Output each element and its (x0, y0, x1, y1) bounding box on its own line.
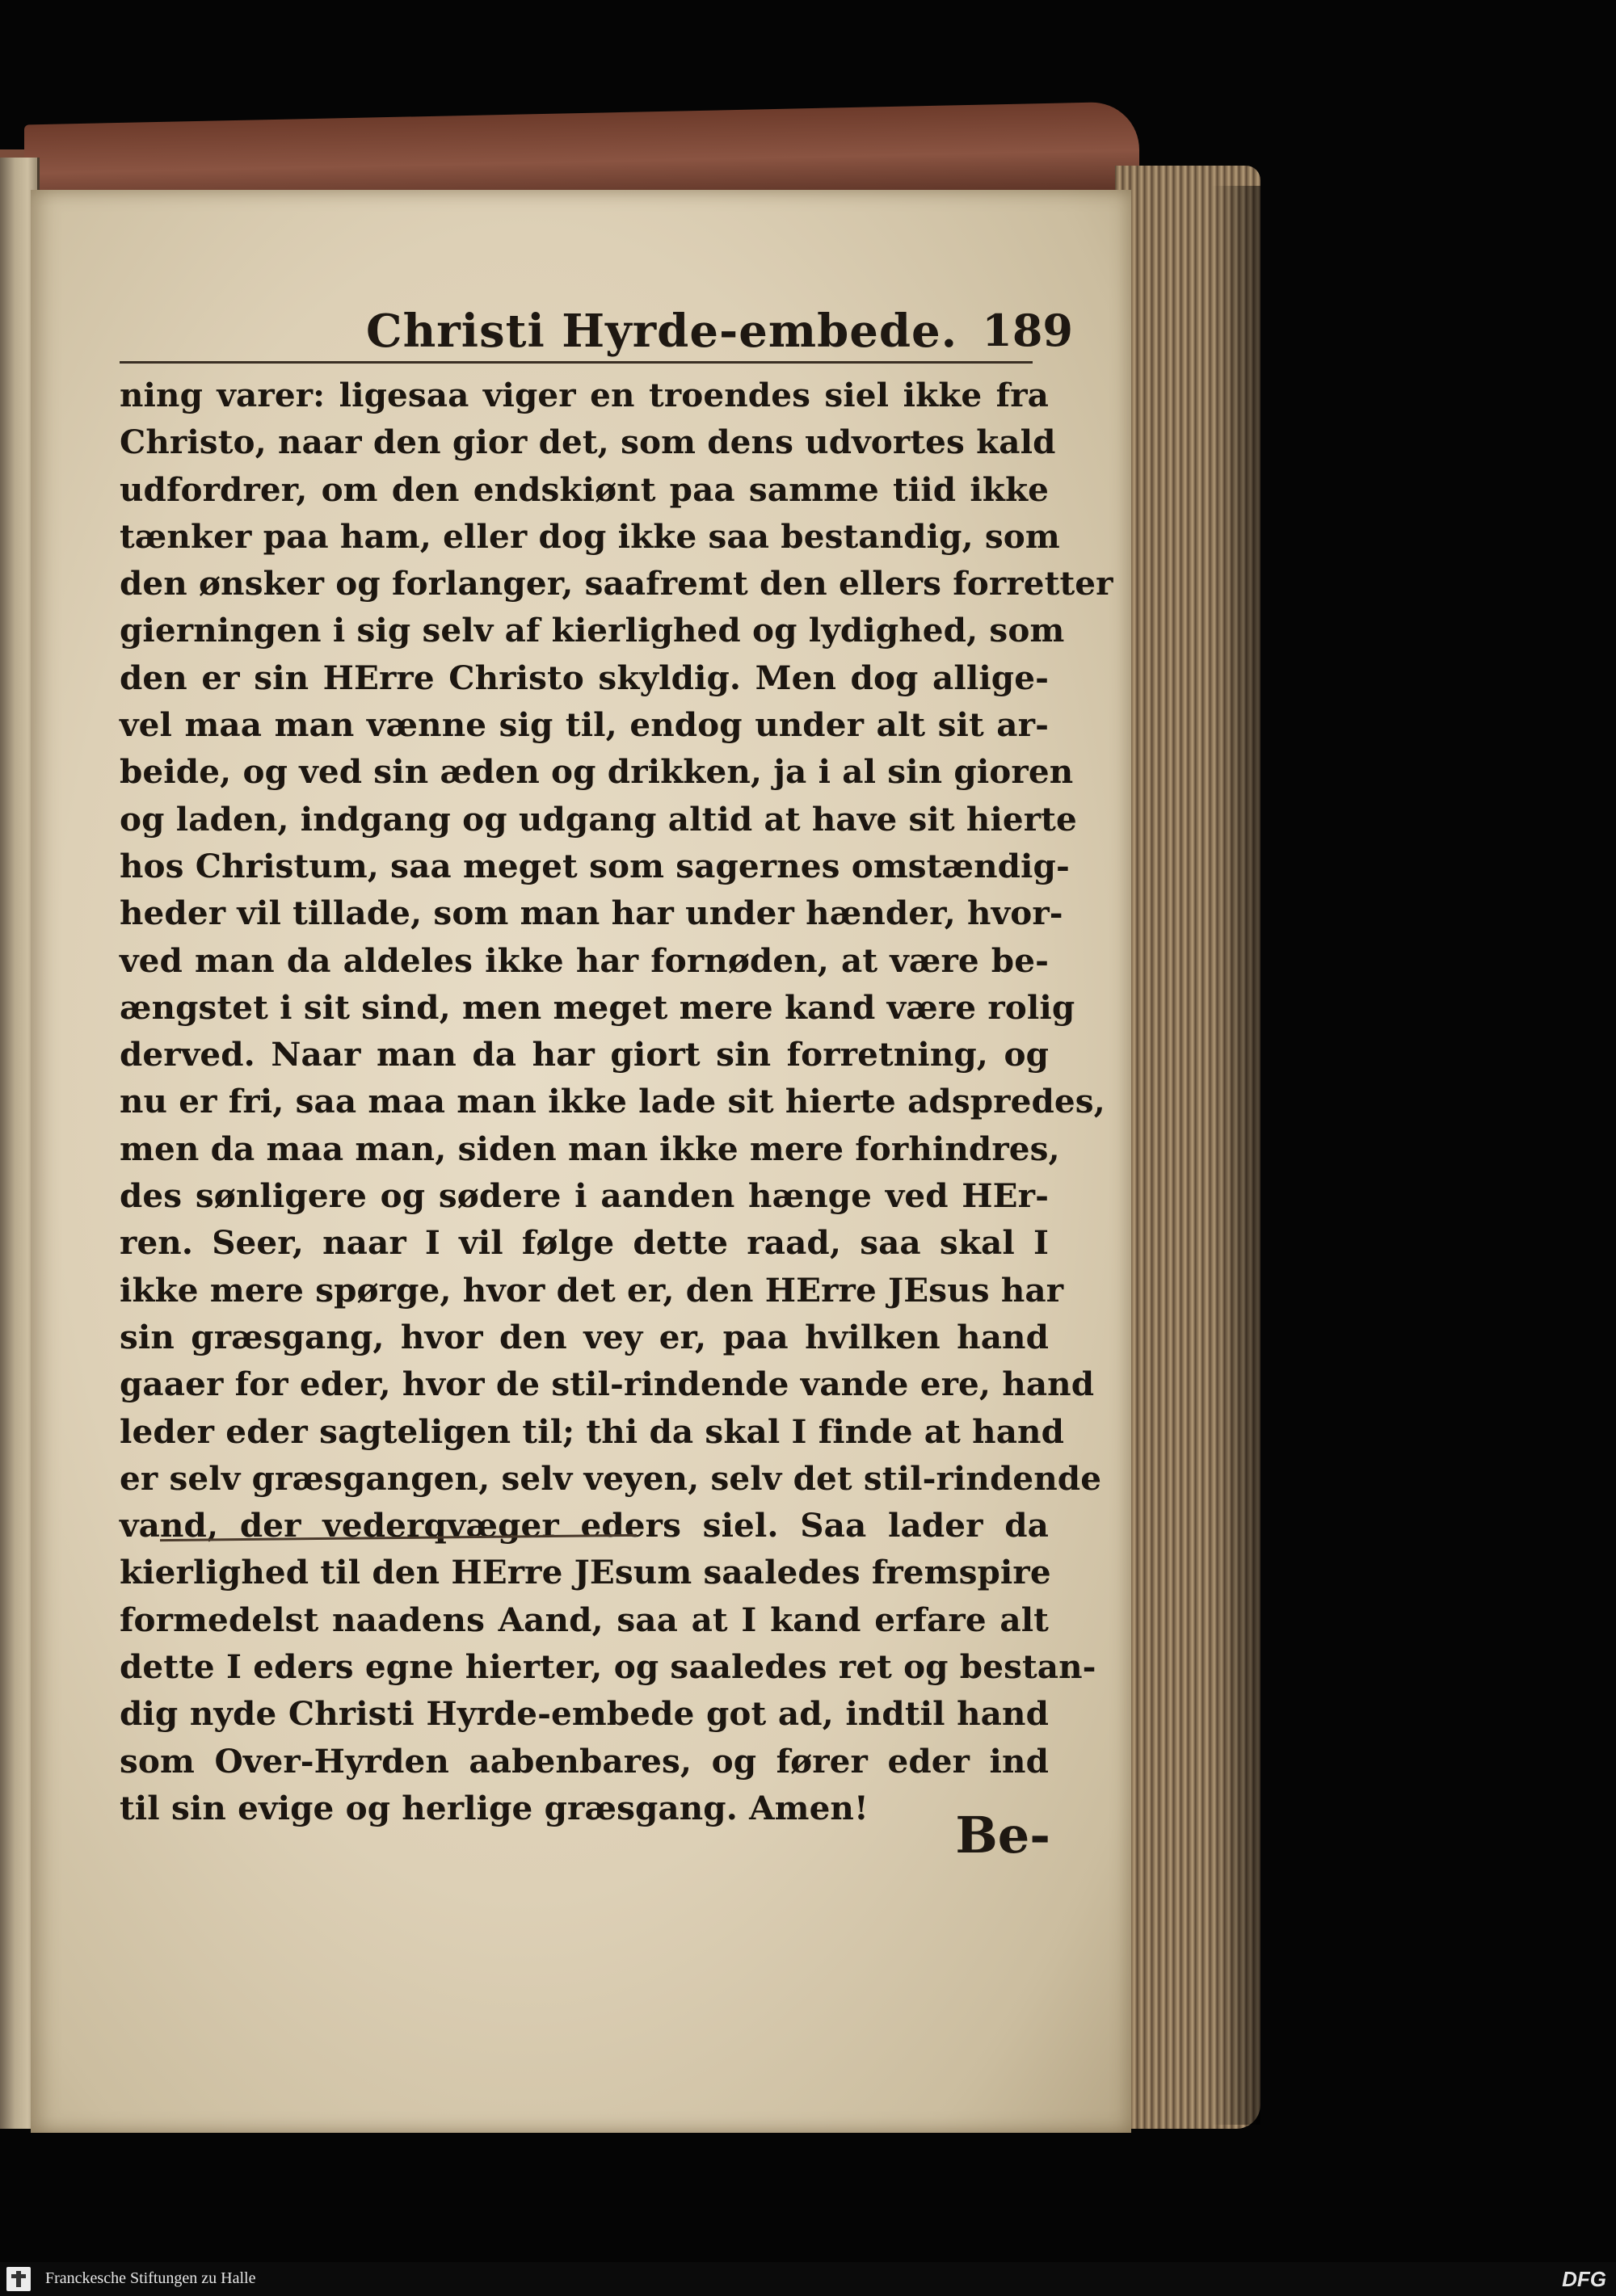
book-page (31, 190, 1131, 2133)
running-title: Christi Hyrde-embede. (366, 305, 958, 358)
text-line: tænker paa ham, eller dog ikke saa bestandig, som (120, 516, 1060, 556)
text-line: kierlighed til den HErre JEsum saaledes fremspire (120, 1553, 1051, 1592)
text-line: nu er fri, saa maa man ikke lade sit hierte adspredes, (120, 1082, 1105, 1121)
text-line: beide, og ved sin æden og drikken, ja i al sin gioren (120, 752, 1074, 792)
dfg-logo: DFG (1562, 2267, 1606, 2291)
text-line: vel maa man vænne sig til, endog under alt sit ar- (120, 705, 1049, 745)
text-line: er selv græsgangen, selv veyen, selv det stil-rindende (120, 1458, 1102, 1498)
body-text (120, 372, 1113, 1831)
catchword: Be- (955, 1806, 1050, 1865)
text-line: den er sin HErre Christo skyldig. Men dog allige- (120, 658, 1049, 697)
page-edges-shadow (1212, 186, 1260, 2125)
text-line: derved. Naar man da har giort sin forretning, og (120, 1035, 1049, 1074)
institution-name: Franckesche Stiftungen zu Halle (45, 2269, 256, 2287)
text-line: udfordrer, om den endskiønt paa samme tiid ikke (120, 469, 1049, 509)
text-line: ren. Seer, naar I vil følge dette raad, saa skal I (120, 1223, 1049, 1263)
text-line: des sønligere og sødere i aanden hænge ved HEr- (120, 1176, 1049, 1216)
text-line: den ønsker og forlanger, saafremt den ellers forretter (120, 564, 1113, 603)
text-line: ning varer: ligesaa viger en troendes siel ikke fra (120, 376, 1049, 414)
text-line: ængstet i sit sind, men meget mere kand være rolig (120, 987, 1075, 1027)
text-line: gaaer for eder, hvor de stil-rindende vande ere, hand (120, 1365, 1095, 1404)
header-rule (120, 361, 1033, 364)
text-line: formedelst naadens Aand, saa at I kand erfare alt (120, 1600, 1049, 1639)
text-line: leder eder sagteligen til; thi da skal I finde at hand (120, 1411, 1065, 1451)
text-line: men da maa man, siden man ikke mere forhindres, (120, 1129, 1060, 1168)
text-line: hos Christum, saa meget som sagernes omstændig- (120, 846, 1070, 885)
text-line: til sin evige og herlige græsgang. Amen! (120, 1788, 869, 1827)
page-number: 189 (982, 305, 1073, 356)
text-line: vand, der vederqvæger eders siel. Saa lader da (120, 1506, 1049, 1545)
text-line: Christo, naar den gior det, som dens udvortes kald (120, 423, 1056, 462)
institution-logo-icon (6, 2267, 31, 2291)
text-line: gierningen i sig selv af kierlighed og lydighed, som (120, 611, 1065, 650)
text-line: heder vil tillade, som man har under hænder, hvor- (120, 894, 1063, 933)
page-header (322, 305, 1073, 377)
text-line: og laden, indgang og udgang altid at have sit hierte (120, 799, 1077, 839)
text-line: sin græsgang, hvor den vey er, paa hvilken hand (120, 1317, 1049, 1356)
footer-bar (0, 2262, 1616, 2296)
text-line: ved man da aldeles ikke har fornøden, at være be- (120, 940, 1049, 980)
text-line: dette I eders egne hierter, og saaledes ret og bestan- (120, 1647, 1096, 1687)
text-line: som Over-Hyrden aabenbares, og fører eder ind (120, 1741, 1049, 1781)
text-line: dig nyde Christi Hyrde-embede got ad, indtil hand (120, 1694, 1049, 1734)
text-line: ikke mere spørge, hvor det er, den HErre JEsus har (120, 1270, 1064, 1310)
